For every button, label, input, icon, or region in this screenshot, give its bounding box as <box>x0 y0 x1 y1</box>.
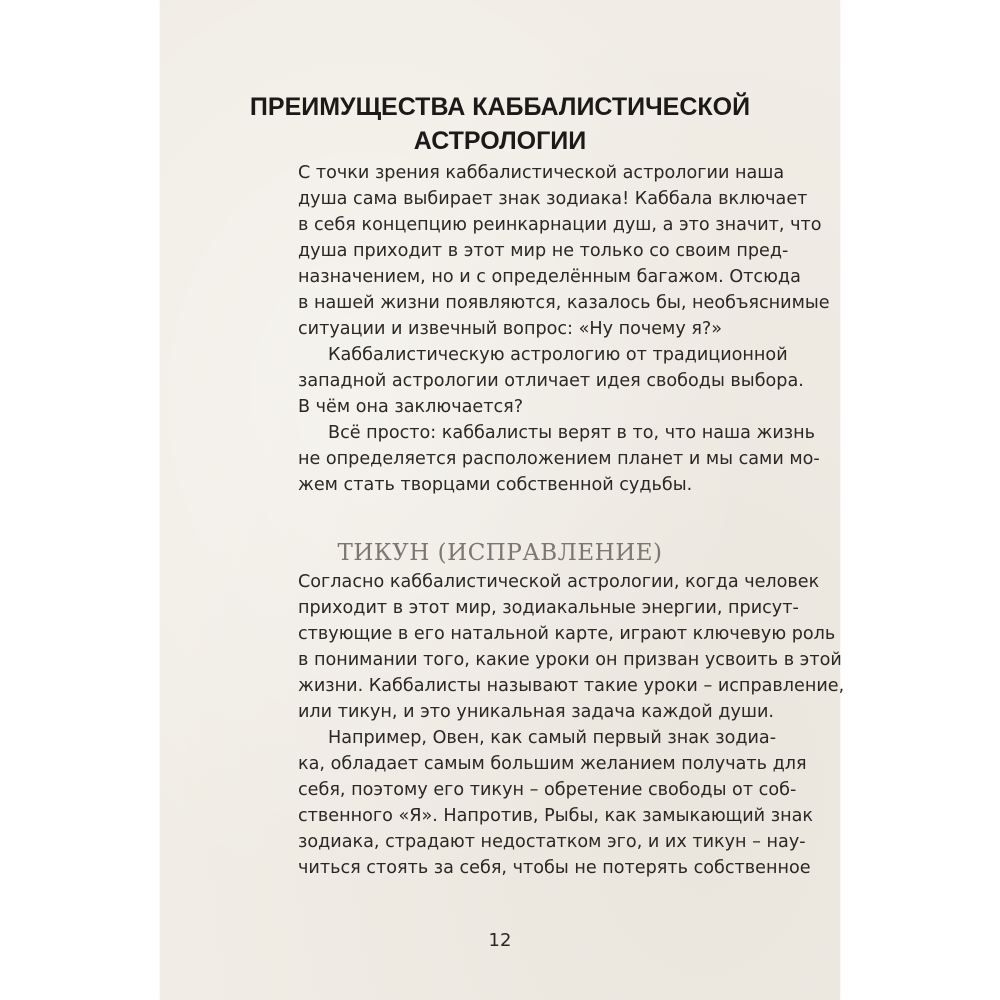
text-line: зодиака, страдают недостатком эго, и их тикун – нау- <box>298 832 806 852</box>
section-1-body <box>298 160 830 498</box>
text-line: в понимании того, какие уроки он призван усвоить в этой <box>298 650 842 670</box>
text-line: ка, обладает самым большим желанием получать для <box>298 754 807 774</box>
text-line: или тикун, и это уникальная задача каждой души. <box>298 702 775 722</box>
page-number: 12 <box>488 930 512 951</box>
text-line: Каббалистическую астрологию от традиционной <box>328 345 788 365</box>
text-line: себя, поэтому его тикун – обретение свободы от соб- <box>298 780 797 800</box>
text-line: читься стоять за себя, чтобы не потерять собственное <box>298 858 811 878</box>
text-line: душа сама выбирает знак зодиака! Каббала включает <box>298 189 808 209</box>
text-line: в нашей жизни появляются, казалось бы, необъяснимые <box>298 293 830 313</box>
text-line: Всё просто: каббалисты верят в то, что наша жизнь <box>328 423 815 443</box>
text-line: ситуации и извечный вопрос: «Ну почему я?» <box>298 319 723 339</box>
book-page <box>160 0 845 1000</box>
page-title <box>160 90 840 158</box>
text-line: ственного «Я». Напротив, Рыбы, как замыкающий знак <box>298 806 813 826</box>
text-line: не определяется расположением планет и мы сами мо- <box>298 449 820 469</box>
text-line: душа приходит в этот мир не только со своим пред- <box>298 241 789 261</box>
text-line: в себя концепцию реинкарнации душ, а это значит, что <box>298 215 822 235</box>
section-subtitle: ТИКУН (ИСПРАВЛЕНИЕ) <box>337 540 663 566</box>
paragraph <box>298 160 830 342</box>
text-line: Согласно каббалистической астрологии, когда человек <box>298 572 820 592</box>
text-line: С точки зрения каббалистической астрологии наша <box>298 163 785 183</box>
page-title-line-2: АСТРОЛОГИИ <box>413 127 587 155</box>
paragraph <box>298 725 813 881</box>
paragraph <box>298 342 804 420</box>
text-line: жем стать творцами собственной судьбы. <box>298 475 693 495</box>
text-line: В чём она заключается? <box>298 397 524 417</box>
section-2-body <box>298 569 845 881</box>
text-line: назначением, но и с определённым багажом. Отсюда <box>298 267 801 287</box>
text-line: приходит в этот мир, зодиакальные энергии, присут- <box>298 598 799 618</box>
page-title-line-1: ПРЕИМУЩЕСТВА КАББАЛИСТИЧЕСКОЙ <box>249 93 751 121</box>
text-line: жизни. Каббалисты называют такие уроки – исправление, <box>298 676 845 696</box>
text-line: Например, Овен, как самый первый знак зодиа- <box>328 728 777 748</box>
text-line: ствующие в его натальной карте, играют ключевую роль <box>298 624 836 644</box>
text-line: западной астрологии отличает идея свободы выбора. <box>298 371 804 391</box>
paragraph <box>298 569 845 725</box>
paragraph <box>298 420 820 498</box>
